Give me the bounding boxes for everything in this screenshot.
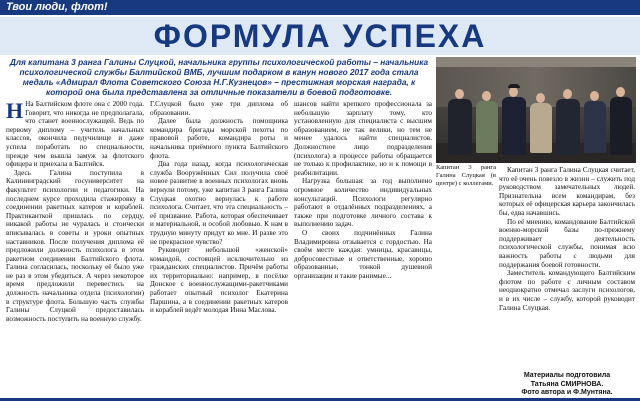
col2-para-1: Г.Слуцкой было уже три диплома об образовании.	[150, 100, 288, 117]
photo-head-6	[590, 91, 599, 101]
article-column-4	[499, 166, 635, 398]
rubric-bar	[0, 0, 640, 15]
article-column-1	[6, 100, 144, 398]
photo-person-7	[610, 97, 632, 155]
photo-head-2	[482, 91, 491, 101]
col2-para-4: Руководит небольшой «женской» командой, состоящей исключительно из гражданских специалистов. Причём работы их территориально: например, в посёлке Донское с военнослужащими-ракетчиками работает опытный психолог Екатерина Паршина, а в соединении ракетных катеров и кораблей ведёт молодая Инна Маслова.	[150, 246, 288, 315]
photo-person-5	[556, 99, 580, 155]
headline: ФОРМУЛА УСПЕХА	[153, 18, 487, 54]
lead-paragraph: Для капитана 3 ранга Галины Слуцкой, начальника группы психологической работы – начальника психологической службы Балтийской ВМБ, лучшим подарком в канун нового 2017 года стала медаль «Адмирал Флота Советского Союза Н.Г.Кузнецов» – престижная морская награда, к которой она была представлена за отличные показатели в боевой подготовке.	[9, 57, 429, 97]
drop-cap: Н	[6, 100, 24, 123]
photo-person-2	[476, 101, 498, 153]
col4-para-2: По её мнению, командование Балтийской военно-морской базы по-прежнему поддерживает деятельность психологической службы, понимая всю важность работы с людьми для поддержания боевой готовности.	[499, 217, 635, 269]
photo-person-4	[530, 103, 552, 153]
credits-photo: Фото автора и Ф.Мунтяна.	[521, 389, 613, 396]
photo-head-4	[536, 93, 545, 103]
col3-para-1: шансов найти крепкого профессионала за небольшую зарплату тому, кто установленную для специалиста с высшим образованием, не так велики, но тем не менее удалось найти специалистов. Должностное лицо подразделения (психолога) в процессе работы обращается не только к профилактике, но и к помощи в реабилитации.	[294, 100, 432, 177]
col3-para-2: Нагрузка большая: за год выполнено огромное количество индивидуальных консультаций. Психологи регулярно работают в отдалённых подразделениях, а также при подготовке личного состава к выполнению задач.	[294, 177, 432, 229]
credits-line: Материалы подготовила	[523, 372, 611, 379]
credits	[499, 372, 635, 398]
col1-para-1: На Балтийском флоте она с 2000 года. Говорит, что никогда не предполагала, что станет военнослужащей. Ведь по первому диплому – учитель начальных классов, окончила педучилище и даже успела поработать по специальности, прежде чем вышла замуж за флотского офицера и приехала в Балтийск.	[6, 100, 144, 169]
photo-person-6	[584, 101, 606, 153]
photo-head-3	[509, 87, 518, 97]
photo-head-1	[455, 89, 464, 99]
photo-ceiling	[436, 57, 636, 67]
photo-head-7	[616, 87, 625, 97]
col2-para-3: Два года назад, когда психологическая служба Вооружённых Сил получила своё новое развитие в военных психологах вновь вернули потому, уже капитан 3 ранга Галина Слуцкая охотно вернулась к работе психолога. Считает, что эта специальность – её призвание. Работа, которая обеспечивает и материальной, и особой любовью. К нам в трудную минуту придут ко мне. И разве это не прекрасное чувство?	[150, 160, 288, 246]
col4-para-3: Заместитель командующего Балтийским флотом по работе с личным составом неоднократно отмечал заслуги психологов, и в их числе – службу, которой руководит Галина Слуцкая.	[499, 269, 635, 312]
article-column-3	[294, 100, 432, 398]
col3-para-3: О своих подчинённых Галина Владимировна отзывается с гордостью. На своём месте каждая: умницы, красавицы, добросовестные и ответственные, хорошо образованные, тонкой душевной организации и такие ранимые...	[294, 228, 432, 280]
photo-person-1	[448, 99, 472, 155]
article-column-2	[150, 100, 288, 398]
photo-caption: Капитан 3 ранга Галина Слуцкая (в центре) с коллегами.	[436, 164, 496, 187]
col4-para-1: Капитан 3 ранга Галина Слуцкая считает, что её очень повезло в жизни – служить под руководством замечательных людей. Признательна всем командирам, без которых её офицерская карьера закончилась бы, едва начавшись.	[499, 166, 635, 217]
photo-head-5	[563, 89, 572, 99]
col2-para-2: Далее была должность помощника командира бригады морской пехоты по правовой работе, командира роты и начальника приёмного пункта Балтийского флота.	[150, 117, 288, 160]
group-photo	[436, 57, 636, 163]
photo-person-3	[502, 97, 526, 155]
photo-cap-3	[508, 84, 520, 88]
credits-author: Татьяна СМИРНОВА.	[530, 380, 604, 388]
col1-para-2: Здесь Галина поступила в Калининградский госуниверситет на факультет психологии и педагогики. На последнем курсе проходила стажировку в соединении ракетных катеров и кораблей. Практиканткой пришлась по сердцу, никакой работы не чуралась и стоически вписывалась в советы и уроки опытных наставников. После получения диплома её предложили должность психолога в этом ракетном соединении Балтийского флота. Галина согласилась, поскольку её было уже не раз в этом убедиться. А через некоторое время предложили перевестись на должность начальника отдела (психологии) в структуре флота. Большую часть службы Галины Слуцкой предоставилась возможность поступить на военную службу.	[6, 168, 144, 323]
rubric-title: Твои люди, флот!	[6, 1, 108, 13]
